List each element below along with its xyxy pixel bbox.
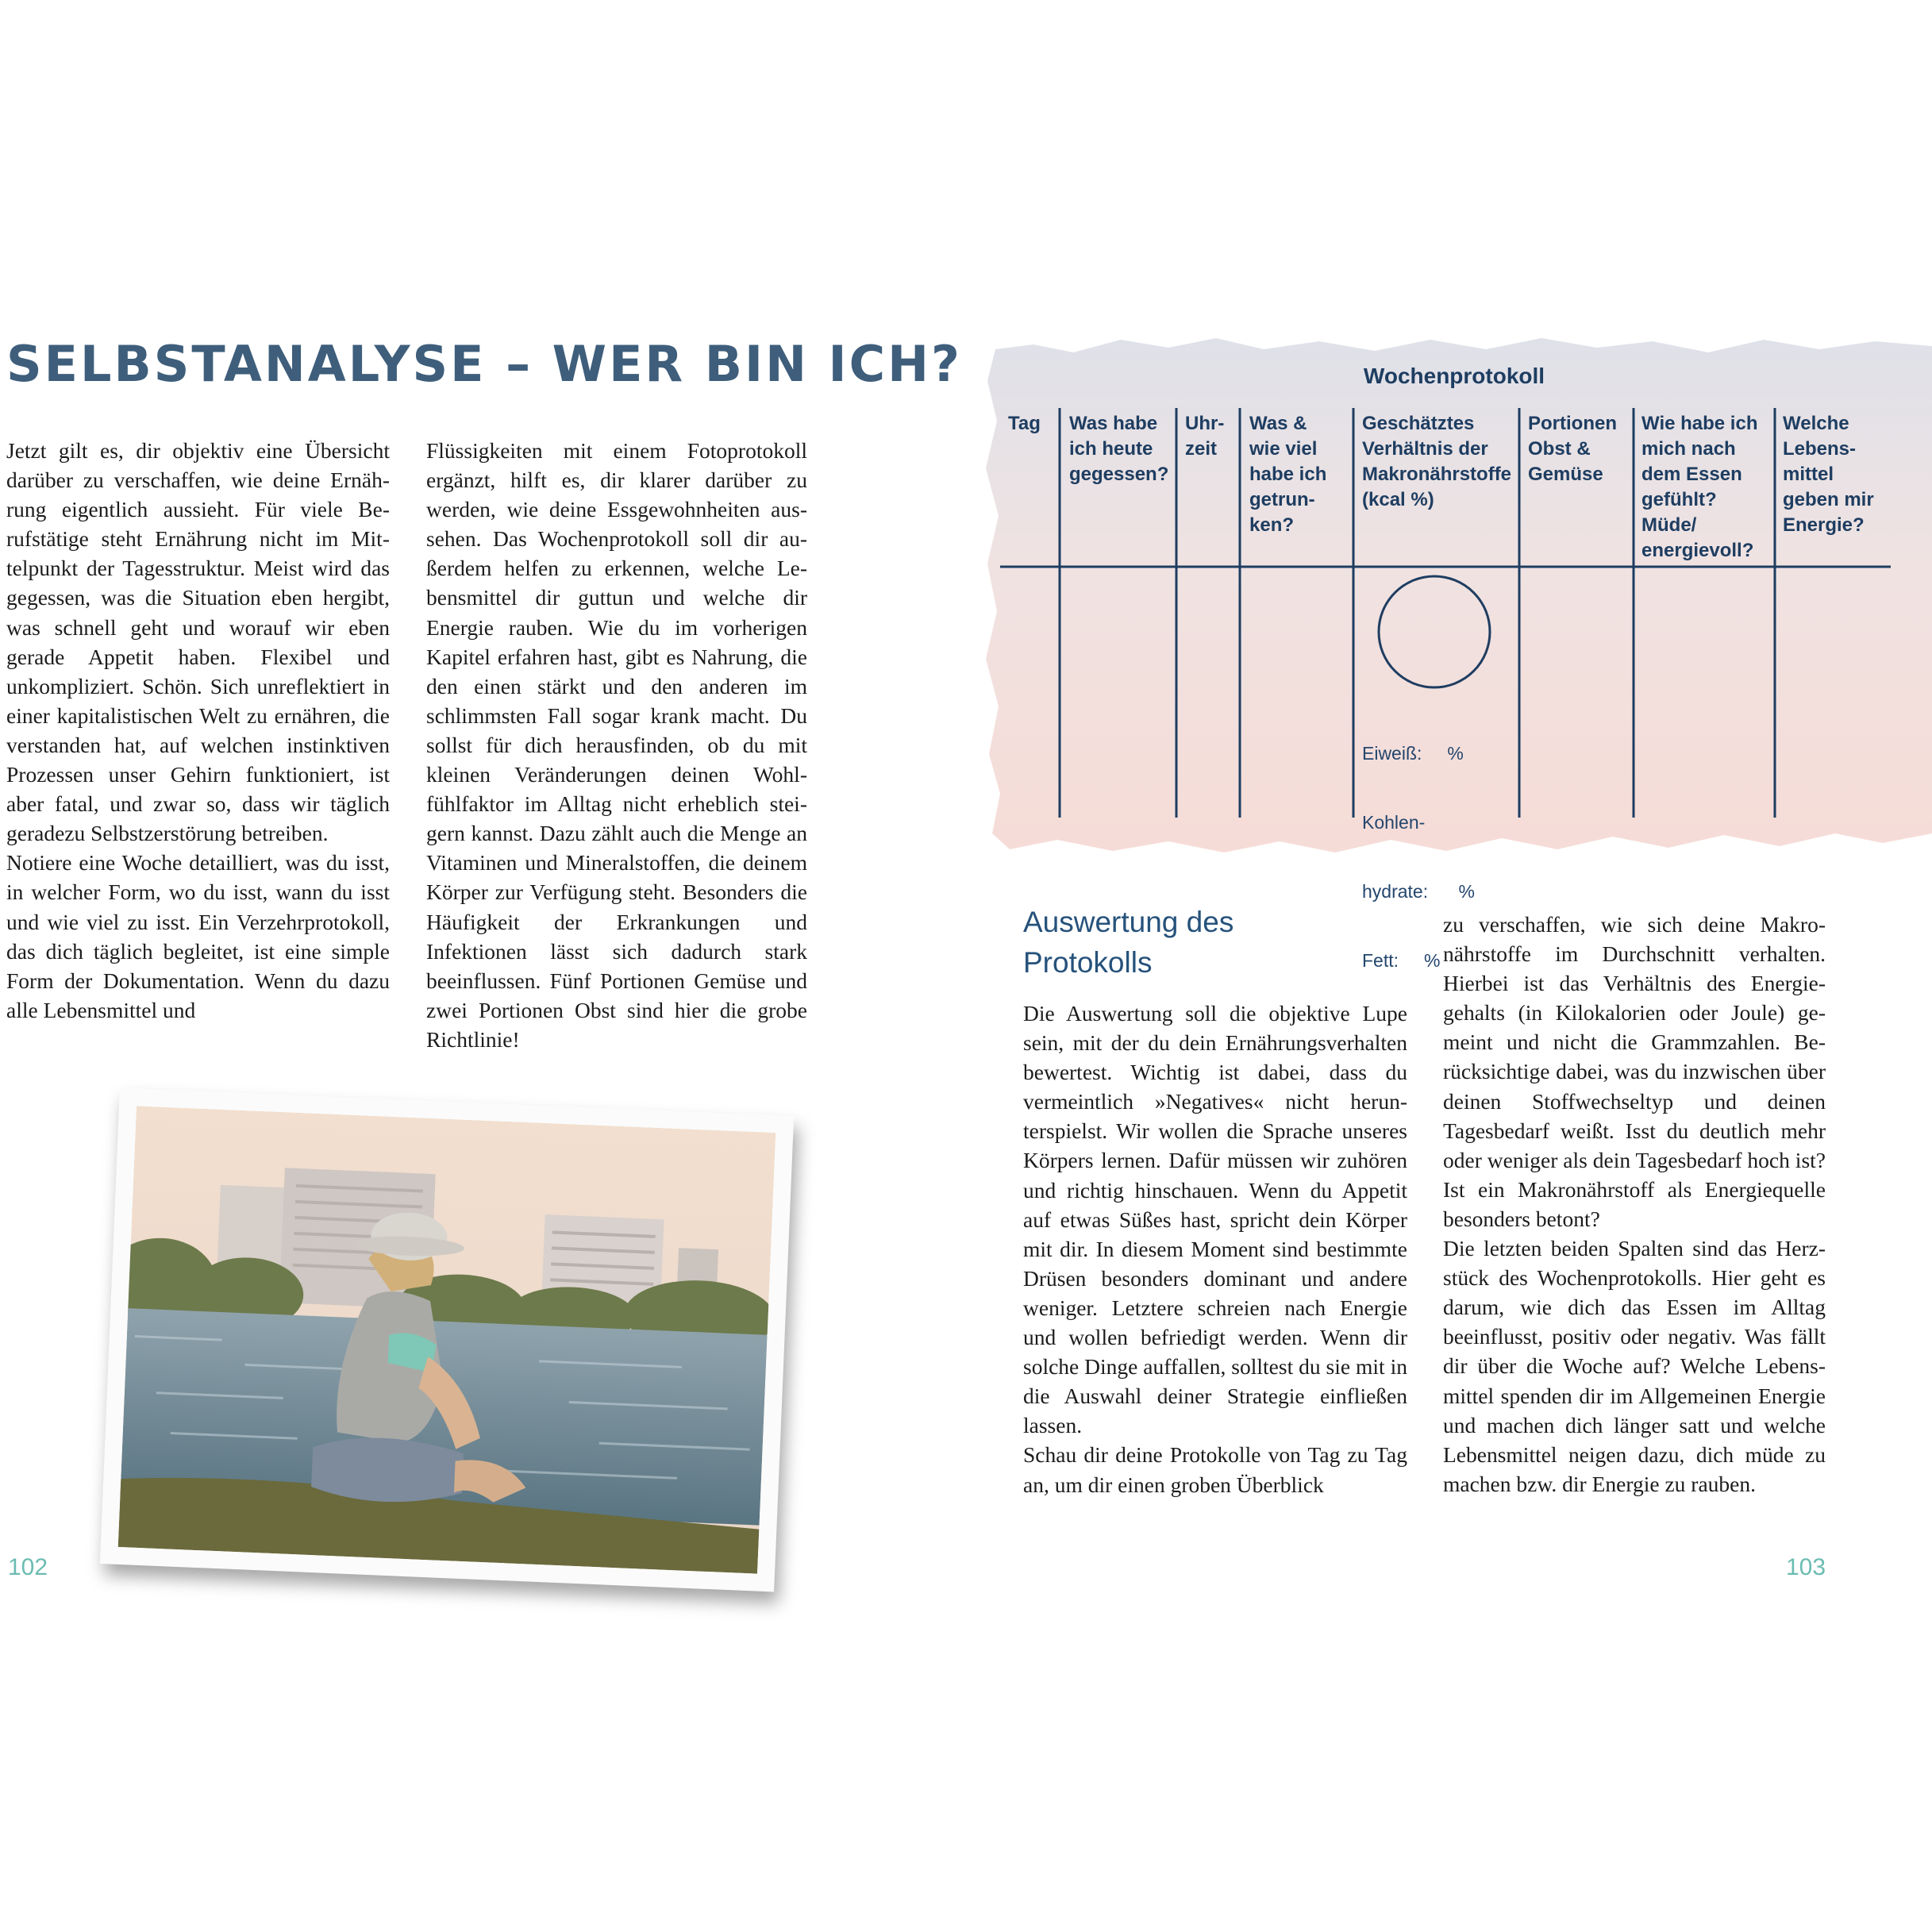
chapter-headline: SELBSTANALYSE – WER BIN ICH?: [6, 335, 962, 393]
th-getrunken: Was & wie viel habe ich getrun- ken?: [1249, 413, 1327, 536]
page-number-right: 103: [1786, 1554, 1826, 1580]
th-tag: Tag: [1008, 413, 1041, 434]
paragraph: Die Auswertung soll die objektive Lupe sein, mit der du dein Ernährungsverhalten bewertest. Wichtig ist dabei, dass du vermeintlich »Negatives« nicht herunterspielst. Wir wollen die Sprache unseres Körpers lernen. Dafür müssen wir zuhören und richtig hinschauen. Wenn du Appetit auf etwas Süßes hast, spricht dein Körper mit dir. In diesem Moment sind bestimmte Drüsen besonders dominant und andere weniger. Letztere schreien nach Energie und wollen befriedigt werden. Wenn dir solche Dinge auffallen, solltest du sie mit in die Auswahl deiner Strategie einfließen lassen.: [1023, 1001, 1407, 1438]
paragraph: Flüssigkeiten mit einem Fotoprotokoll ergänzt, hilft es, dir klarer darüber zu werden, wie deine Essgewohnheiten aussehen. Das Wochenprotokoll soll dir außerdem helfen zu erkennen, welche Lebensmittel dir guttun und welche dir Energie rauben. Wie du im vorherigen Kapitel erfahren hast, gibt es Nahrung, die den einen stärkt und den anderen im schlimmsten Fall sogar krank macht. Du sollst für dich herausfinden, ob du mit kleinen Veränderungen deinen Wohlfühlfaktor im Alltag nicht erheblich steigern kannst. Dazu zählt auch die Menge an Vitaminen und Mineralstoffen, die deinem Körper zur Verfügung steht. Besonders die Häufigkeit der Erkrankungen und Infektionen lässt sich dadurch stark beeinflussen. Fünf Portionen Gemüse und zwei Portionen Obst sind hier die grobe Richtlinie!: [426, 438, 807, 1052]
paragraph: zu verschaffen, wie sich deine Makronährstoffe im Durchschnitt verhalten. Hierbei ist das Verhältnis des Energiegehalts (in Kilokalorien oder Joule) gemeint und nicht die Grammzahlen. Berücksichtige dabei, was du inzwischen über deinen Stoffwechseltyp und deinen Tagesbedarf weißt. Isst du deutlich mehr oder weniger als dein Tagesbedarf hoch ist? Ist ein Makronährstoff als Energiequelle besonders betont?: [1443, 912, 1826, 1231]
paragraph: Die letzten beiden Spalten sind das Herzstück des Wochenprotokolls. Hier geht es darum, wie dich das Essen im Alltag beeinflusst, positiv oder negativ. Was fällt dir über die Woche auf? Welche Lebensmittel spenden dir im Allgemeinen Energie und machen dich länger satt und welche Lebensmittel neigen dazu, dich müde zu machen bzw. dir Energie zu rauben.: [1443, 1236, 1826, 1496]
body-column-1: [6, 436, 390, 1025]
macro-fill-in-fields: Eiweiß: % Kohlen- hydrate: % Fett: %: [1362, 743, 1475, 971]
paragraph: Notiere eine Woche detailliert, was du isst, in welcher Form, wo du isst, wann du isst und wie viel zu isst. Ein Verzehrprotokoll, das dich täglich begleitet, ist eine simple Form der Dokumentation. Wenn du dazu alle Lebensmittel und: [6, 850, 390, 1022]
th-uhrzeit: Uhr- zeit: [1185, 413, 1225, 460]
body-column-2: [426, 436, 807, 1054]
th-energie: Welche Lebens- mittel geben mir Energie?: [1783, 413, 1874, 536]
page-number-left: 102: [8, 1554, 48, 1580]
section-subheading: Auswertung des Protokolls: [1023, 906, 1234, 979]
body-column-4: [1443, 910, 1826, 1499]
th-portionen: Portionen Obst & Gemüse: [1528, 413, 1617, 485]
paragraph: Jetzt gilt es, dir objektiv eine Übersicht darüber zu verschaffen, wie deine Ernährung eigentlich aussieht. Für viele Berufstätige steht Ernährung nicht im Mittelpunkt der Tagesstruktur. Meist wird das gegessen, was die Situation eben hergibt, was schnell geht und worauf wir eben gerade Appetit haben. Flexibel und unkompliziert. Schön. Sich unreflektiert in einer kapitalistischen Welt zu ernähren, die verstanden hat, auf welchen instinktiven Prozessen unser Gehirn funktioniert, ist aber fatal, und zwar so, dass wir täglich geradezu Selbstzerstörung betreiben.: [6, 438, 390, 846]
th-makronaehrstoffe: Geschätztes Verhältnis der Makronährstoffe (kcal %): [1362, 413, 1512, 510]
th-gefuehl: Wie habe ich mich nach dem Essen gefühlt? Müde/ energievoll?: [1641, 413, 1758, 561]
body-column-3: [1023, 999, 1407, 1499]
paragraph: Schau dir deine Protokolle von Tag zu Tag an, um dir einen groben Überblick: [1023, 1442, 1407, 1497]
th-gegessen: Was habe ich heute gegessen?: [1069, 413, 1169, 485]
table-title: Wochenprotokoll: [1363, 364, 1545, 388]
photo-woman-by-lake: [100, 1087, 794, 1591]
